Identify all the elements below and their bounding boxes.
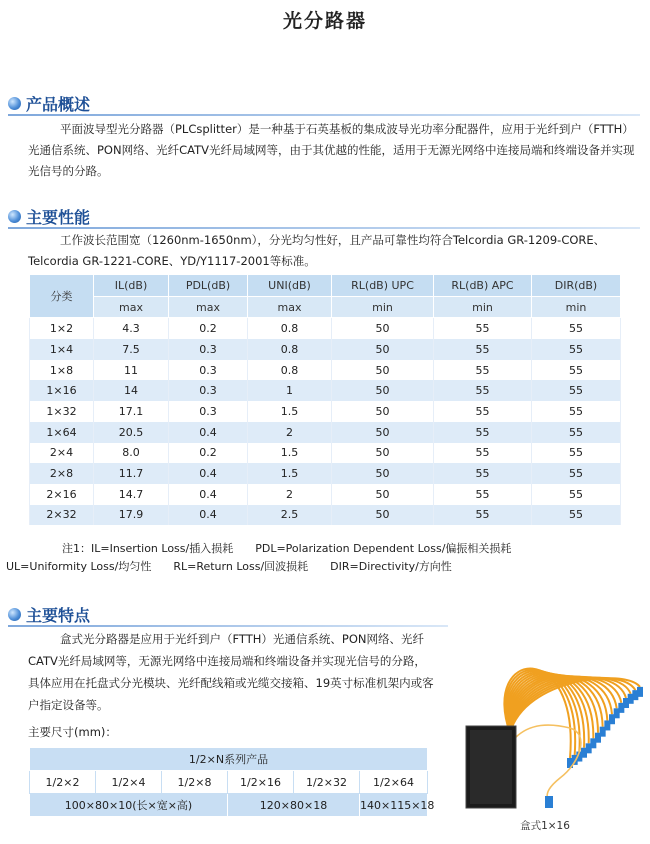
spec-header-row	[30, 275, 621, 297]
subheader-cell: max	[94, 296, 169, 318]
size-table-title: 1/2×N系列产品	[30, 748, 428, 771]
table-row	[30, 422, 621, 443]
table-cell: 1	[248, 380, 332, 401]
table-cell: 8.0	[94, 443, 169, 464]
splitter-photo	[460, 628, 650, 818]
table-cell: 0.4	[169, 505, 248, 526]
table-cell: 14	[94, 380, 169, 401]
header-rl-upc: RL(dB) UPC	[332, 275, 434, 297]
fiber-connector	[637, 687, 643, 697]
size-dims-row	[30, 794, 428, 817]
table-cell: 1.5	[248, 401, 332, 422]
spec-subheader-row	[30, 296, 621, 318]
table-cell: 1×8	[30, 360, 94, 381]
table-cell: 4.3	[94, 318, 169, 339]
table-cell: 1×32	[30, 401, 94, 422]
model-cell: 1/2×16	[228, 771, 294, 794]
table-cell: 1×16	[30, 380, 94, 401]
table-cell: 0.3	[169, 401, 248, 422]
model-cell: 1/2×32	[294, 771, 360, 794]
table-cell: 55	[434, 463, 532, 484]
table-cell: 55	[434, 422, 532, 443]
table-cell: 50	[332, 505, 434, 526]
dims-cell: 100×80×10(长×宽×高)	[30, 794, 228, 817]
table-cell: 55	[434, 360, 532, 381]
table-cell: 1.5	[248, 443, 332, 464]
bullet-icon	[8, 97, 21, 110]
table-cell: 2×4	[30, 443, 94, 464]
table-row	[30, 339, 621, 360]
overview-paragraph	[28, 119, 636, 182]
header-category: 分类	[30, 275, 94, 318]
table-cell: 50	[332, 360, 434, 381]
model-cell: 1/2×2	[30, 771, 96, 794]
table-cell: 1×2	[30, 318, 94, 339]
table-cell: 50	[332, 401, 434, 422]
section-divider	[8, 114, 640, 116]
subheader-cell: max	[169, 296, 248, 318]
page-title: 光分路器	[282, 10, 367, 32]
table-cell: 55	[434, 443, 532, 464]
table-cell: 55	[532, 380, 621, 401]
table-cell: 0.3	[169, 380, 248, 401]
header-rl-apc: RL(dB) APC	[434, 275, 532, 297]
bullet-icon	[8, 210, 21, 223]
table-cell: 2	[248, 422, 332, 443]
section-title: 主要特点	[26, 605, 91, 625]
table-row	[30, 484, 621, 505]
table-cell: 2×8	[30, 463, 94, 484]
section-title: 产品概述	[26, 94, 91, 114]
table-cell: 0.4	[169, 484, 248, 505]
table-cell: 50	[332, 484, 434, 505]
table-cell: 0.3	[169, 339, 248, 360]
size-table	[29, 747, 435, 817]
table-cell: 1×64	[30, 422, 94, 443]
table-cell: 50	[332, 380, 434, 401]
model-cell: 1/2×4	[96, 771, 162, 794]
table-cell: 55	[532, 443, 621, 464]
features-text: 盒式光分路器是应用于光纤到户（FTTH）光通信系统、PON网络、光纤CATV光纤局域网等，无源光网络中连接局端和终端设备并实现光信号的分路，具体应用在托盘式分光模块、光纤配线箱或光缆交接箱、19英寸标准机架内或客户指定设备等。	[28, 632, 434, 712]
table-cell: 55	[532, 360, 621, 381]
table-cell: 55	[434, 401, 532, 422]
splitter-box-face	[470, 730, 512, 804]
size-label: 主要尺寸(mm)：	[28, 725, 117, 739]
table-cell: 0.8	[248, 339, 332, 360]
table-cell: 7.5	[94, 339, 169, 360]
table-cell: 2.5	[248, 505, 332, 526]
bullet-icon	[8, 608, 21, 621]
section-divider	[8, 625, 448, 627]
table-row	[30, 505, 621, 526]
size-title-row	[30, 748, 428, 771]
table-cell: 55	[532, 484, 621, 505]
model-cell: 1/2×64	[360, 771, 428, 794]
table-cell: 50	[332, 422, 434, 443]
table-cell: 50	[332, 318, 434, 339]
table-cell: 2×32	[30, 505, 94, 526]
table-cell: 2×16	[30, 484, 94, 505]
table-row	[30, 360, 621, 381]
table-cell: 14.7	[94, 484, 169, 505]
table-cell: 55	[532, 318, 621, 339]
table-cell: 11	[94, 360, 169, 381]
section-header-performance	[8, 205, 90, 227]
section-header-overview	[8, 92, 90, 114]
table-row	[30, 463, 621, 484]
table-cell: 55	[434, 380, 532, 401]
table-cell: 1×4	[30, 339, 94, 360]
subheader-cell: min	[434, 296, 532, 318]
subheader-cell: min	[332, 296, 434, 318]
table-row	[30, 318, 621, 339]
subheader-cell: max	[248, 296, 332, 318]
table-cell: 50	[332, 339, 434, 360]
photo-caption: 盒式1×16	[520, 820, 570, 832]
table-cell: 0.8	[248, 360, 332, 381]
subheader-cell: min	[532, 296, 621, 318]
table-cell: 20.5	[94, 422, 169, 443]
table-cell: 0.2	[169, 318, 248, 339]
performance-text: 工作波长范围宽（1260nm-1650nm），分光均匀性好，且产品可靠性均符合Telcordia GR-1209-CORE、Telcordia GR-1221-CORE、YD/Y1117-2001等标准。	[28, 233, 606, 268]
input-connector	[545, 796, 553, 808]
table-cell: 0.8	[248, 318, 332, 339]
note-line-2: UL=Uniformity Loss/均匀性 RL=Return Loss/回波损耗 DIR=Directivity/方向性	[6, 560, 452, 573]
size-models-row	[30, 771, 428, 794]
table-cell: 55	[532, 463, 621, 484]
dims-cell: 140×115×18	[360, 794, 428, 817]
table-cell: 55	[434, 318, 532, 339]
table-cell: 1.5	[248, 463, 332, 484]
table-cell: 17.9	[94, 505, 169, 526]
table-cell: 55	[434, 505, 532, 526]
table-cell: 0.4	[169, 463, 248, 484]
features-paragraph	[28, 628, 436, 716]
performance-paragraph	[28, 230, 636, 272]
section-divider	[8, 227, 640, 229]
table-cell: 11.7	[94, 463, 169, 484]
dims-cell: 120×80×18	[228, 794, 360, 817]
header-pdl: PDL(dB)	[169, 275, 248, 297]
table-row	[30, 401, 621, 422]
table-cell: 50	[332, 443, 434, 464]
table-cell: 55	[434, 484, 532, 505]
table-cell: 0.3	[169, 360, 248, 381]
section-title: 主要性能	[26, 207, 91, 227]
table-row	[30, 380, 621, 401]
note-line-1: 注1：IL=Insertion Loss/插入损耗 PDL=Polarization Dependent Loss/偏振相关损耗	[62, 542, 512, 555]
table-cell: 55	[532, 422, 621, 443]
table-cell: 2	[248, 484, 332, 505]
table-cell: 55	[532, 505, 621, 526]
table-cell: 0.4	[169, 422, 248, 443]
header-uni: UNI(dB)	[248, 275, 332, 297]
table-cell: 50	[332, 463, 434, 484]
table-cell: 0.2	[169, 443, 248, 464]
table-cell: 55	[434, 339, 532, 360]
table-cell: 55	[532, 339, 621, 360]
table-row	[30, 443, 621, 464]
table-cell: 17.1	[94, 401, 169, 422]
overview-text: 平面波导型光分路器（PLCsplitter）是一种基于石英基板的集成波导光功率分配器件，应用于光纤到户（FTTH）光通信系统、PON网络、光纤CATV光纤局域网等，由于其优越的性能，适用于无源光网络中连接局端和终端设备并实现光信号的分路。	[28, 122, 635, 178]
spec-table	[29, 274, 621, 525]
model-cell: 1/2×8	[162, 771, 228, 794]
section-header-features	[8, 603, 90, 625]
table-cell: 55	[532, 401, 621, 422]
header-dir: DIR(dB)	[532, 275, 621, 297]
header-il: IL(dB)	[94, 275, 169, 297]
